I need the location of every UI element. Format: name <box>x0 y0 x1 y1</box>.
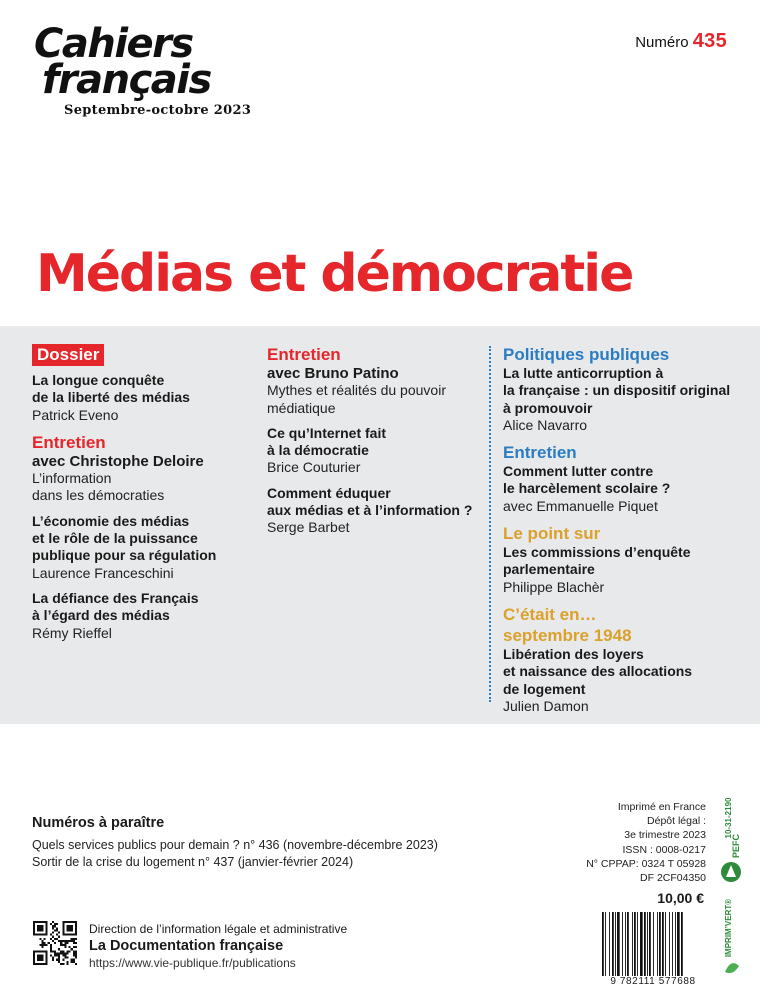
qr-cell <box>58 952 60 954</box>
qr-cell <box>62 963 64 965</box>
legal-line: N° CPPAP: 0324 T 05928 <box>586 857 706 870</box>
barcode-number: 9 782111 577688 <box>610 976 696 987</box>
article-title: de logement <box>503 680 586 697</box>
brand-name-line1: Cahiers <box>34 21 193 67</box>
qr-cell <box>58 955 60 957</box>
qr-cell <box>60 950 62 952</box>
article-author: Alice Navarro <box>503 416 588 433</box>
barcode-bar <box>634 912 636 976</box>
barcode-bar <box>617 912 620 976</box>
qr-cell <box>56 927 58 929</box>
pefc-logo <box>717 770 747 990</box>
qr-cell <box>54 950 56 952</box>
article-title: et naissance des allocations <box>503 663 693 680</box>
article-item <box>267 365 482 417</box>
barcode-bar <box>615 912 616 976</box>
barcode-bar <box>665 912 666 976</box>
qr-cell <box>54 929 56 931</box>
qr-cell <box>37 925 43 931</box>
article-author: Patrick Eveno <box>32 406 119 423</box>
legal-line: 3e trimestre 2023 <box>624 829 706 842</box>
legal-line: DF 2CF04350 <box>640 872 706 885</box>
qr-cell <box>56 952 58 954</box>
article-item <box>32 590 247 642</box>
article-item <box>267 485 482 537</box>
qr-cell <box>73 942 75 944</box>
issue-number-value: 435 <box>692 30 727 52</box>
price: 10,00 € <box>657 890 704 906</box>
pefc-code: 10-31-2190 <box>724 797 733 839</box>
qr-cell <box>64 946 66 948</box>
qr-cell <box>52 950 54 952</box>
qr-cell <box>43 942 45 944</box>
article-title: Les commissions d’enquête <box>503 544 691 561</box>
qr-cell <box>60 942 62 944</box>
qr-cell <box>62 940 64 942</box>
barcode-bar <box>640 912 643 976</box>
qr-cell <box>54 955 56 957</box>
qr-cell <box>54 942 56 944</box>
barcode-bar <box>625 912 626 976</box>
qr-cell <box>46 944 48 946</box>
article-subtitle: L’information <box>32 470 112 487</box>
qr-cell <box>56 959 58 961</box>
qr-cell <box>52 925 54 927</box>
article-item <box>503 646 743 715</box>
barcode-bar <box>675 912 676 976</box>
qr-cell <box>54 923 56 925</box>
qr-cell <box>50 938 52 940</box>
barcode-bar <box>602 912 604 976</box>
qr-cell <box>62 944 64 946</box>
qr-cell <box>62 959 64 961</box>
barcode <box>602 912 704 976</box>
qr-cell <box>58 931 60 933</box>
article-author: Philippe Blachèr <box>503 578 605 595</box>
qr-cell <box>75 955 77 957</box>
qr-cell <box>60 952 62 954</box>
article-author: Julien Damon <box>503 697 589 714</box>
barcode-bar <box>609 912 610 976</box>
article-item <box>503 365 743 434</box>
legal-line: ISSN : 0008-0217 <box>622 843 706 856</box>
barcode-bar <box>632 912 633 976</box>
qr-cell <box>50 944 52 946</box>
article-title: à la démocratie <box>267 442 369 459</box>
article-title: à l’égard des médias <box>32 607 170 624</box>
qr-cell <box>56 955 58 957</box>
article-author: Laurence Franceschini <box>32 564 174 581</box>
article-item <box>267 425 482 477</box>
qr-cell <box>58 940 60 942</box>
qr-cell <box>41 946 43 948</box>
barcode-bar <box>627 912 629 976</box>
qr-cell <box>67 957 69 959</box>
publisher-block <box>89 922 347 971</box>
brand-name-line2: français <box>42 57 211 103</box>
qr-cell <box>58 957 60 959</box>
article-subtitle: Mythes et réalités du pouvoir <box>267 382 446 399</box>
qr-code <box>33 921 77 965</box>
qr-cell <box>56 938 58 940</box>
article-title: de la liberté des médias <box>32 389 190 406</box>
qr-cell <box>50 948 52 950</box>
qr-cell <box>52 940 54 942</box>
article-subtitle: médiatique <box>267 399 336 416</box>
section-label: Entretien <box>267 345 341 364</box>
qr-cell <box>69 950 71 952</box>
qr-cell <box>52 931 54 933</box>
qr-cell <box>73 959 75 961</box>
article-title: avec Bruno Patino <box>267 365 399 382</box>
issue-prefix: Numéro <box>635 34 689 51</box>
issue-date: Septembre-octobre 2023 <box>64 103 252 118</box>
qr-cell <box>71 938 73 940</box>
qr-cell <box>52 959 54 961</box>
qr-cell <box>71 959 73 961</box>
article-item <box>503 544 743 596</box>
article-item <box>32 372 247 424</box>
article-title: Libération des loyers <box>503 645 644 662</box>
article-title: L’économie des médias <box>32 512 190 529</box>
qr-cell <box>58 961 60 963</box>
barcode-bar <box>672 912 673 976</box>
legal-line: Dépôt légal : <box>647 815 706 828</box>
qr-cell <box>73 961 75 963</box>
barcode-bar <box>653 912 654 976</box>
qr-cell <box>73 952 75 954</box>
barcode-bar <box>669 912 670 976</box>
qr-cell <box>75 952 77 954</box>
article-title: La lutte anticorruption à <box>503 365 664 381</box>
barcode-bar <box>605 912 606 976</box>
article-author: avec Emmanuelle Piquet <box>503 497 658 514</box>
contents-column-3 <box>503 344 743 723</box>
qr-cell <box>62 952 64 954</box>
section-label: C’était en… <box>503 604 597 624</box>
publisher-name: La Documentation française <box>89 938 284 954</box>
publisher-url[interactable]: https://www.vie-publique.fr/publications <box>89 956 296 970</box>
qr-cell <box>73 940 75 942</box>
qr-cell <box>50 946 52 948</box>
qr-cell <box>64 957 66 959</box>
qr-cell <box>75 946 77 948</box>
qr-cell <box>52 936 54 938</box>
contents-column-1 <box>32 344 247 650</box>
article-item <box>503 463 743 515</box>
qr-cell <box>73 950 75 952</box>
qr-cell <box>67 950 69 952</box>
qr-cell <box>50 923 52 925</box>
article-author: Brice Couturier <box>267 459 361 476</box>
qr-cell <box>50 955 52 957</box>
qr-cell <box>64 955 66 957</box>
qr-cell <box>41 940 43 942</box>
qr-cell <box>67 952 69 954</box>
article-title: aux médias et à l’information ? <box>267 502 473 519</box>
barcode-bar <box>662 912 664 976</box>
qr-cell <box>71 940 73 942</box>
section-label: Entretien <box>32 432 106 452</box>
article-author: Rémy Rieffel <box>32 624 112 641</box>
qr-cell <box>67 961 69 963</box>
barcode-bar <box>612 912 614 976</box>
barcode-bar <box>637 912 638 976</box>
qr-cell <box>64 952 66 954</box>
qr-cell <box>39 938 41 940</box>
qr-cell <box>56 923 58 925</box>
section-label: Politiques publiques <box>503 345 670 364</box>
qr-cell <box>69 946 71 948</box>
contents-column-2 <box>267 344 482 545</box>
article-item <box>32 513 247 582</box>
legal-line: Imprimé en France <box>617 801 706 813</box>
barcode-bar <box>677 912 680 976</box>
qr-cell <box>67 925 73 931</box>
qr-cell <box>60 944 62 946</box>
qr-cell <box>73 938 75 940</box>
article-title: la française : un dispositif original <box>503 382 731 399</box>
article-title: et le rôle de la puissance <box>32 530 198 547</box>
brand-logo <box>34 21 252 118</box>
qr-cell <box>41 942 43 944</box>
section-label: Le point sur <box>503 524 601 544</box>
qr-cell <box>52 927 54 929</box>
article-title: Comment lutter contre <box>503 463 654 480</box>
qr-cell <box>56 934 58 936</box>
section-label: Entretien <box>503 443 577 463</box>
upcoming-issues <box>32 815 438 871</box>
pefc-mark: PEFC <box>731 833 741 859</box>
barcode-bar <box>622 912 623 976</box>
article-subtitle: dans les démocraties <box>32 487 165 504</box>
qr-cell <box>71 961 73 963</box>
qr-cell <box>67 942 69 944</box>
barcode-bar <box>657 912 658 976</box>
publisher-direction: Direction de l’information légale et administrative <box>89 922 348 936</box>
legal-info <box>586 800 706 885</box>
qr-cell <box>67 940 69 942</box>
qr-cell <box>75 938 77 940</box>
qr-cell <box>75 963 77 965</box>
qr-cell <box>54 938 56 940</box>
qr-cell <box>39 944 41 946</box>
qr-cell <box>52 957 54 959</box>
qr-cell <box>71 948 73 950</box>
qr-cell <box>75 957 77 959</box>
qr-cell <box>43 938 45 940</box>
qr-cell <box>75 950 77 952</box>
qr-cell <box>52 921 54 923</box>
barcode-bar <box>647 912 648 976</box>
article-item <box>32 453 247 505</box>
barcode-bar <box>659 912 661 976</box>
article-title: Ce qu’Internet fait <box>267 424 387 441</box>
qr-cell <box>43 944 45 946</box>
page-title: Médias et démocratie <box>36 244 633 304</box>
barcode-bar <box>681 912 683 976</box>
barcode-bar <box>644 912 646 976</box>
qr-cell <box>50 934 52 936</box>
article-title: le harcèlement scolaire ? <box>503 480 671 497</box>
article-title: La défiance des Français <box>32 589 199 606</box>
qr-cell <box>64 940 66 942</box>
qr-cell <box>56 929 58 931</box>
qr-cell <box>41 944 43 946</box>
qr-cell <box>64 944 66 946</box>
qr-cell <box>58 936 60 938</box>
qr-cell <box>73 955 75 957</box>
article-title: La longue conquête <box>32 372 165 388</box>
qr-cell <box>58 948 60 950</box>
qr-cell <box>60 963 62 965</box>
imprimvert-label: IMPRIM’VERT® <box>724 898 733 958</box>
article-title: publique pour sa régulation <box>32 547 217 564</box>
dossier-badge: Dossier <box>32 344 104 366</box>
qr-cell <box>62 955 64 957</box>
article-title: parlementaire <box>503 561 595 578</box>
qr-cell <box>54 952 56 954</box>
qr-cell <box>75 942 77 944</box>
barcode-bar <box>649 912 651 976</box>
contents-panel <box>0 326 760 724</box>
upcoming-title: Numéros à paraître <box>32 815 165 831</box>
qr-cell <box>69 940 71 942</box>
issue-number <box>635 30 727 53</box>
qr-cell <box>67 963 69 965</box>
qr-cell <box>58 959 60 961</box>
upcoming-item: Sortir de la crise du logement n° 437 (janvier-février 2024) <box>32 855 354 869</box>
article-title: à promouvoir <box>503 399 593 416</box>
qr-cell <box>48 942 50 944</box>
upcoming-item: Quels services publics pour demain ? n° 436 (novembre-décembre 2023) <box>32 838 438 852</box>
qr-cell <box>62 950 64 952</box>
article-title: avec Christophe Deloire <box>32 452 204 470</box>
article-author: Serge Barbet <box>267 519 350 536</box>
qr-cell <box>60 940 62 942</box>
section-label: septembre 1948 <box>503 625 632 645</box>
qr-cell <box>73 946 75 948</box>
article-title: Comment éduquer <box>267 484 391 501</box>
qr-cell <box>50 950 52 952</box>
qr-cell <box>54 925 56 927</box>
qr-cell <box>64 942 66 944</box>
qr-cell <box>37 955 43 961</box>
